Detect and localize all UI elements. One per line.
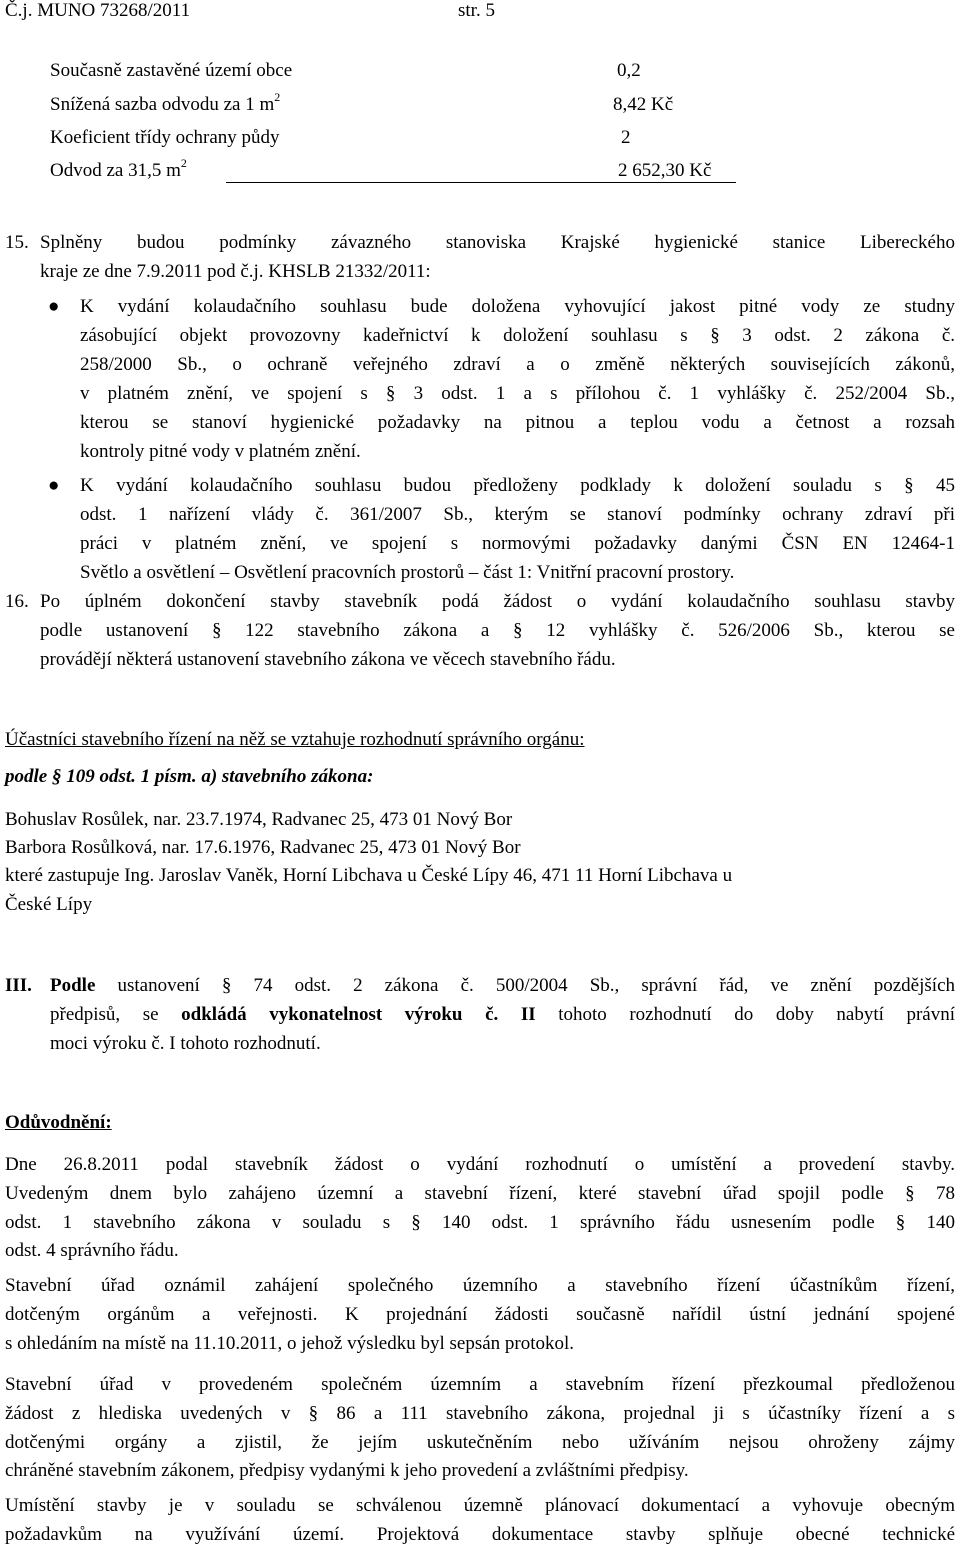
- section-number: III.: [5, 975, 32, 996]
- bullet-line: Světlo a osvětlení – Osvětlení pracovních prostorů – část 1: Vnitřní pracovní prostory.: [80, 562, 735, 583]
- reasoning-line: Umístění stavby je v souladu se schválenou územně plánovací dokumentací a vyhovuje obecným: [5, 1495, 955, 1516]
- reasoning-line: odst. 4 správního řádu.: [5, 1240, 179, 1261]
- participant-line: České Lípy: [5, 894, 93, 915]
- reasoning-line: s ohledáním na místě na 11.10.2011, o jehož výsledku byl sepsán protokol.: [5, 1333, 575, 1354]
- bullet-icon: ●: [48, 475, 60, 496]
- fee-row-value: 8,42 Kč: [613, 94, 674, 115]
- fee-row-value: 2 652,30 Kč: [618, 160, 712, 181]
- bullet-line: v platném znění, ve spojení s § 3 odst. 1 a s přílohou č. 1 vyhlášky č. 252/2004 Sb.,: [80, 383, 955, 404]
- fee-row-value: 0,2: [617, 60, 641, 81]
- bullet-line: K vydání kolaudačního souhlasu budou předloženy podklady k doložení souladu s § 45: [80, 475, 955, 496]
- bullet-line: odst. 1 nařízení vlády č. 361/2007 Sb., kterým se stanoví podmínky ochrany zdraví při: [80, 504, 955, 525]
- item16-line: podle ustanovení § 122 stavebního zákona a § 12 vyhlášky č. 526/2006 Sb., kterou se: [40, 620, 955, 641]
- fee-row-label: Odvod za 31,5 $m^2$: [50, 155, 187, 181]
- participant-line: Bohuslav Rosůlek, nar. 23.7.1974, Radvanec 25, 473 01 Nový Bor: [5, 809, 513, 830]
- bullet-line: zásobující objekt provozovny kadeřnictví k doložení souhlasu s § 3 odst. 2 zákona č.: [80, 325, 955, 346]
- reasoning-line: chráněné stavebním zákonem, předpisy vydanými k jeho provedení a zvláštními předpisy.: [5, 1460, 689, 1481]
- reasoning-line: požadavkům na využívání území. Projektová dokumentace stavby splňuje obecné technické: [5, 1524, 955, 1545]
- item-number: 16.: [5, 591, 29, 612]
- participants-subheading: podle § 109 odst. 1 písm. a) stavebního zákona:: [5, 766, 374, 787]
- participant-line: které zastupuje Ing. Jaroslav Vaněk, Horní Libchava u České Lípy 46, 471 11 Horní Libchava u: [5, 865, 733, 886]
- item16-line: provádějí některá ustanovení stavebního zákona ve věcech stavebního řádu.: [40, 649, 616, 670]
- reasoning-line: Stavební úřad v provedeném společném územním a stavebním řízení přezkoumal předloženou: [5, 1374, 955, 1395]
- reasoning-heading: Odůvodnění:: [5, 1112, 112, 1133]
- reasoning-line: Uvedeným dnem bylo zahájeno územní a stavební řízení, které stavební úřad spojil podle § 78: [5, 1183, 955, 1204]
- bullet-icon: ●: [48, 296, 60, 317]
- section3-line: předpisů, se odkládá vykonatelnost výroku č. II tohoto rozhodnutí do doby nabytí právní: [50, 1004, 955, 1025]
- document-ref: Č.j. MUNO 73268/2011: [5, 0, 191, 21]
- reasoning-line: Dne 26.8.2011 podal stavebník žádost o vydání rozhodnutí o umístění a provedení stavby.: [5, 1154, 955, 1175]
- reasoning-line: dotčenými orgány a zjistil, že jejím uskutečněním nebo užíváním nejsou ohroženy zájmy: [5, 1432, 955, 1453]
- participants-heading: Účastníci stavebního řízení na něž se vztahuje rozhodnutí správního orgánu:: [5, 729, 585, 750]
- fee-row-label: Snížená sazba odvodu za 1 $m^2$: [50, 89, 281, 115]
- item-number: 15.: [5, 232, 29, 253]
- reasoning-line: odst. 1 stavebního zákona v souladu s § 140 odst. 1 správního řádu usnesením podle § 140: [5, 1212, 955, 1233]
- reasoning-line: dotčeným orgánům a veřejnosti. K projednání žádosti současně nařídil ústní jednání spojené: [5, 1304, 955, 1325]
- fee-row-value: 2: [621, 127, 631, 148]
- section3-line: Podle ustanovení § 74 odst. 2 zákona č. 500/2004 Sb., správní řád, ve znění pozdějších: [50, 975, 955, 996]
- fee-row-label: Koeficient třídy ochrany půdy: [50, 127, 280, 148]
- bullet-line: práci v platném znění, ve spojení s normovými požadavky danými ČSN EN 12464-1: [80, 533, 955, 554]
- fee-underline: [226, 182, 736, 183]
- item15-line: kraje ze dne 7.9.2011 pod č.j. KHSLB 21332/2011:: [40, 261, 431, 282]
- bullet-line: 258/2000 Sb., o ochraně veřejného zdraví a o změně některých souvisejících zákonů,: [80, 354, 955, 375]
- reasoning-line: Stavební úřad oznámil zahájení společného územního a stavebního řízení účastníkům řízení,: [5, 1275, 955, 1296]
- item16-line: Po úplném dokončení stavby stavebník podá žádost o vydání kolaudačního souhlasu stavby: [40, 591, 955, 612]
- page-number: str. 5: [458, 0, 495, 21]
- item15-line: Splněny budou podmínky závazného stanoviska Krajské hygienické stanice Libereckého: [40, 232, 955, 253]
- fee-row-label: Současně zastavěné území obce: [50, 60, 293, 81]
- section3-line: moci výroku č. I tohoto rozhodnutí.: [50, 1033, 321, 1054]
- bullet-line: kontroly pitné vody v platném znění.: [80, 441, 361, 462]
- reasoning-line: žádost z hlediska uvedených v § 86 a 111 stavebního zákona, projednal ji s účastníky řízení a s: [5, 1403, 955, 1424]
- participant-line: Barbora Rosůlková, nar. 17.6.1976, Radvanec 25, 473 01 Nový Bor: [5, 837, 521, 858]
- bullet-line: kterou se stanoví hygienické požadavky na pitnou a teplou vodu a četnost a rozsah: [80, 412, 955, 433]
- bullet-line: K vydání kolaudačního souhlasu bude doložena vyhovující jakost pitné vody ze studny: [80, 296, 955, 317]
